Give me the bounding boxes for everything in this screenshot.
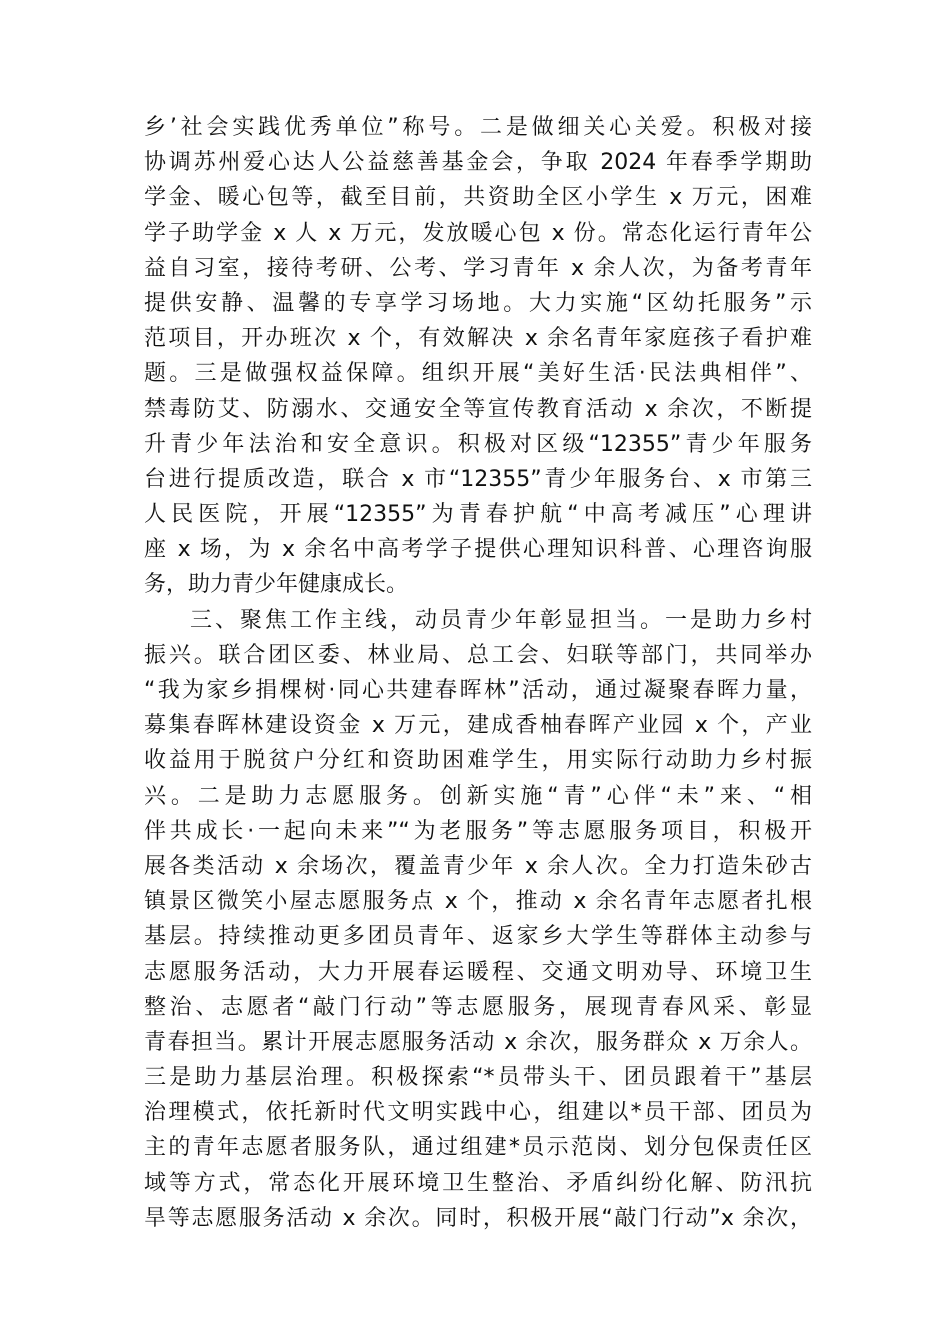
text-line: 务，助力青少年健康成长。 bbox=[144, 572, 409, 598]
text-line: 三是助力基层治理。积极探索“*员带头干、团员跟着干”基层 bbox=[144, 1065, 812, 1091]
text-line: 旱等志愿服务活动 x 余次。同时，积极开展“敲门行动”x 余次， bbox=[144, 1205, 812, 1231]
text-line: 学子助学金 x 人 x 万元，发放暖心包 x 份。常态化运行青年公 bbox=[144, 220, 812, 246]
text-line: 整治、志愿者“敲门行动”等志愿服务，展现青春风采、彰显 bbox=[144, 994, 812, 1020]
section-heading-line: 三、聚焦工作主线，动员青少年彰显担当。一是助力乡村 bbox=[190, 607, 812, 633]
text-line: 基层。持续推动更多团员青年、返家乡大学生等群体主动参与 bbox=[144, 924, 812, 950]
text-line: 协调苏州爱心达人公益慈善基金会，争取 2024 年春季学期助 bbox=[144, 150, 812, 176]
text-line: 治理模式，依托新时代文明实践中心，组建以*员干部、团员为 bbox=[144, 1100, 812, 1126]
text-line: 人民医院，开展“12355”为青春护航“中高考减压”心理讲 bbox=[144, 502, 812, 528]
text-line: 展各类活动 x 余场次，覆盖青少年 x 余人次。全力打造朱砂古 bbox=[144, 853, 812, 879]
text-line: 升青少年法治和安全意识。积极对区级“12355”青少年服务 bbox=[144, 431, 812, 457]
text-line: 振兴。联合团区委、林业局、总工会、妇联等部门，共同举办 bbox=[144, 642, 812, 668]
body-text bbox=[144, 110, 812, 1236]
text-line: 范项目，开办班次 x 个，有效解决 x 余名青年家庭孩子看护难 bbox=[144, 326, 812, 352]
text-line: 乡’社会实践优秀单位”称号。二是做细关心关爱。积极对接 bbox=[144, 115, 812, 140]
text-line: 学金、暖心包等，截至目前，共资助全区小学生 x 万元，困难 bbox=[144, 185, 812, 211]
text-line: 提供安静、温馨的专享学习场地。大力实施“区幼托服务”示 bbox=[144, 290, 812, 316]
text-line: 镇景区微笑小屋志愿服务点 x 个，推动 x 余名青年志愿者扎根 bbox=[144, 889, 812, 915]
text-line: 益自习室，接待考研、公考、学习青年 x 余人次，为备考青年 bbox=[144, 255, 812, 281]
text-line: 收益用于脱贫户分红和资助困难学生，用实际行动助力乡村振 bbox=[144, 748, 812, 774]
text-line: 主的青年志愿者服务队，通过组建*员示范岗、划分包保责任区 bbox=[144, 1135, 812, 1161]
text-line: “我为家乡捐棵树·同心共建春晖林”活动，通过凝聚春晖力量， bbox=[144, 678, 812, 703]
text-line: 募集春晖林建设资金 x 万元，建成香柚春晖产业园 x 个，产业 bbox=[144, 713, 812, 739]
text-line: 禁毒防艾、防溺水、交通安全等宣传教育活动 x 余次，不断提 bbox=[144, 396, 812, 422]
text-line: 青春担当。累计开展志愿服务活动 x 余次，服务群众 x 万余人。 bbox=[144, 1029, 812, 1055]
text-line: 题。三是做强权益保障。组织开展“美好生活·民法典相伴”、 bbox=[144, 361, 812, 387]
text-line: 兴。二是助力志愿服务。创新实施“青”心伴“未”来、“相 bbox=[144, 783, 812, 809]
text-line: 志愿服务活动，大力开展春运暖程、交通文明劝导、环境卫生 bbox=[144, 959, 812, 985]
text-line: 域等方式，常态化开展环境卫生整治、矛盾纠纷化解、防汛抗 bbox=[144, 1170, 812, 1196]
text-line: 座 x 场，为 x 余名中高考学子提供心理知识科普、心理咨询服 bbox=[144, 537, 812, 563]
text-line: 伴共成长·一起向未来”“为老服务”等志愿服务项目，积极开 bbox=[144, 818, 812, 844]
text-line: 台进行提质改造，联合 x 市“12355”青少年服务台、x 市第三 bbox=[144, 466, 812, 492]
